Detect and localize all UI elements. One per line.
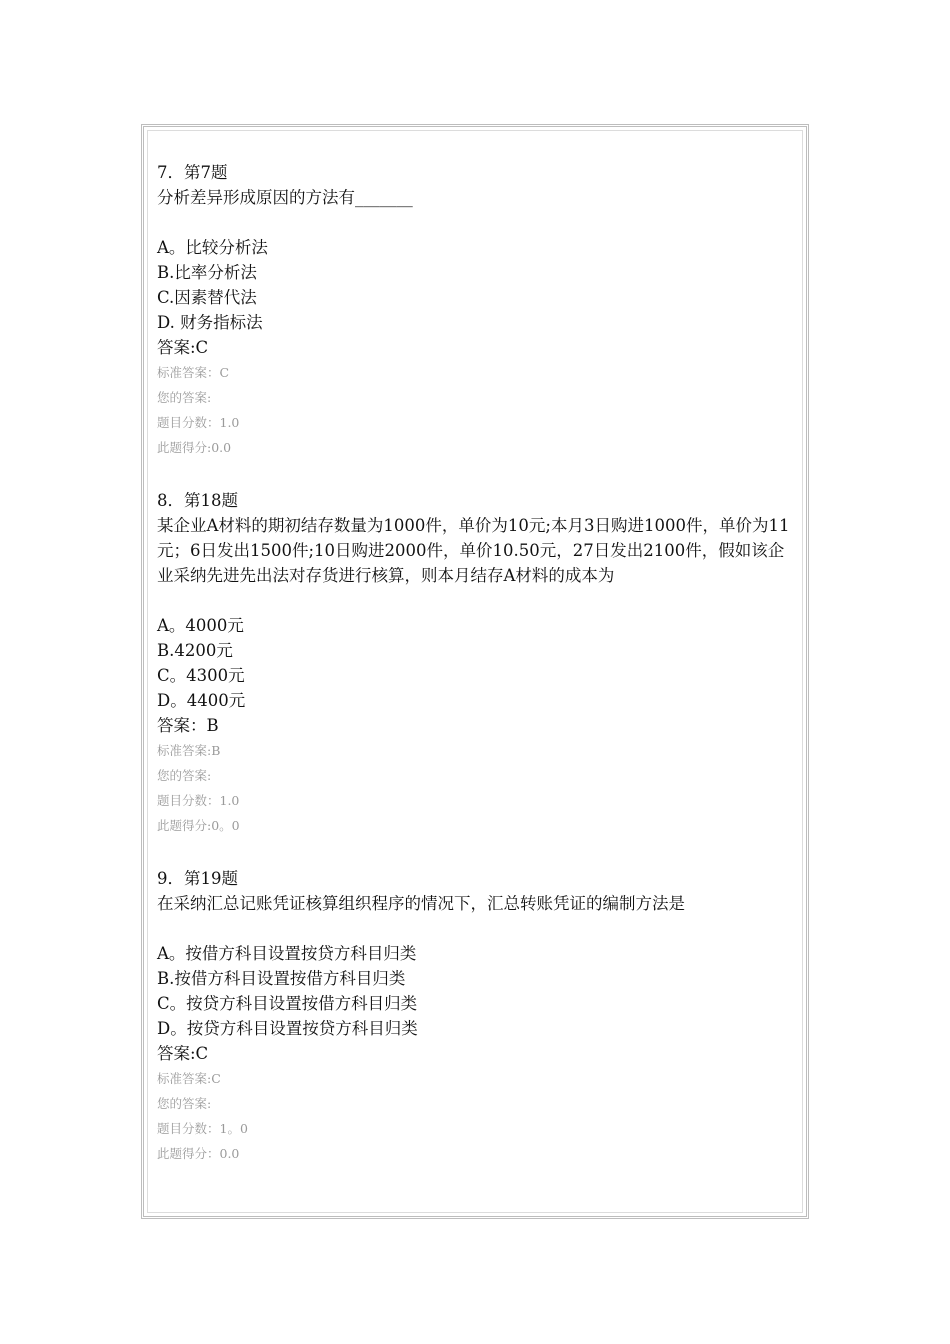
question-7 (157, 160, 797, 460)
option-c: C。按贷方科目设置按借方科目归类 (157, 994, 418, 1013)
option-a: A。4000元 (157, 616, 244, 635)
option-b: B.比率分析法 (157, 263, 257, 282)
your-answer: 您的答案: (157, 1096, 212, 1111)
option-b: B.按借方科目设置按借方科目归类 (157, 969, 406, 988)
option-b: B.4200元 (157, 641, 233, 660)
earned-score: 此题得分：0.0 (157, 1146, 240, 1161)
question-title: 9．第19题 (157, 869, 238, 888)
answer-line: 答案:C (157, 1044, 209, 1063)
question-8 (157, 488, 797, 838)
your-answer: 您的答案: (157, 390, 212, 405)
question-title: 7．第7题 (157, 163, 228, 182)
answer-line: 答案:C (157, 338, 209, 357)
standard-answer: 标准答案：C (157, 365, 230, 380)
question-text: 分析差异形成原因的方法有_______ (157, 188, 413, 207)
standard-answer: 标准答案:C (157, 1071, 221, 1086)
option-d: D。按贷方科目设置按贷方科目归类 (157, 1019, 418, 1038)
question-list (157, 160, 797, 1194)
option-c: C.因素替代法 (157, 288, 257, 307)
question-title: 8．第18题 (157, 491, 238, 510)
option-a: A。比较分析法 (157, 238, 268, 257)
option-d: D. 财务指标法 (157, 313, 263, 332)
question-text: 在采纳汇总记账凭证核算组织程序的情况下，汇总转账凭证的编制方法是 (157, 894, 685, 913)
question-text: 某企业A材料的期初结存数量为1000件，单价为10元;本月3日购进1000件，单价为11元；6日发出1500件;10日购进2000件，单价10.50元，27日发出2100件，假如该企业采纳先进先出法对存货进行核算，则本月结存A材料的成本为 (157, 516, 790, 585)
option-a: A。按借方科目设置按贷方科目归类 (157, 944, 417, 963)
option-d: D。4400元 (157, 691, 246, 710)
question-score: 题目分数：1.0 (157, 793, 240, 808)
question-score: 题目分数：1。0 (157, 1121, 248, 1136)
question-9 (157, 866, 797, 1166)
earned-score: 此题得分:0。0 (157, 818, 240, 833)
question-score: 题目分数：1.0 (157, 415, 240, 430)
standard-answer: 标准答案:B (157, 743, 221, 758)
earned-score: 此题得分:0.0 (157, 440, 232, 455)
option-c: C。4300元 (157, 666, 245, 685)
answer-line: 答案：B (157, 716, 219, 735)
question-panel (141, 124, 809, 1219)
your-answer: 您的答案: (157, 768, 212, 783)
